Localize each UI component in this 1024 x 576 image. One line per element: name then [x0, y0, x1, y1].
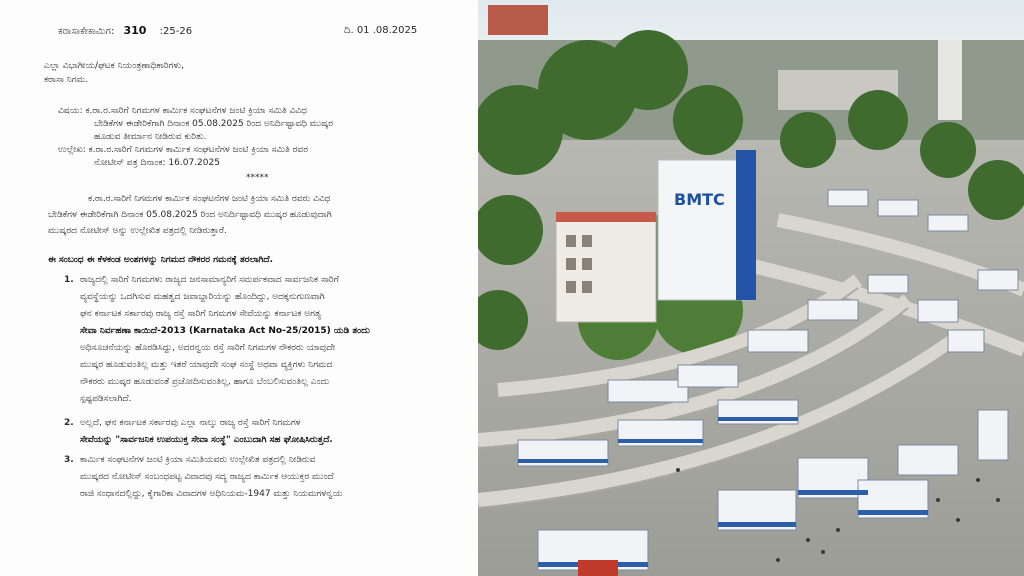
- point-line: ಸ್ಪಷ್ಟಪಡಿಸಲಾಗಿದೆ.: [80, 394, 132, 404]
- point-line: ಮುಷ್ಕರದ ನೋಟೀಸ್ ಸಂಬಂಧಪಟ್ಟ ವಿವಾದವು ಸದ್ಯ ರಾಜ್ಯದ ಕಾರ್ಮಿಕ ಆಯುಕ್ತರ ಮುಂದೆ: [80, 472, 334, 482]
- separator: *****: [246, 173, 269, 183]
- reference-prefix: ಕರಾಸಾಕೇಕಾಮಿಗ:: [58, 26, 115, 37]
- point-line: ಅಧಿಸೂಚನೆಯನ್ನು ಹೊರಡಿಸಿದ್ದು, ಅದರನ್ವಯ ರಸ್ತೆ ಸಾರಿಗೆ ನಿಗಮಗಳ ನೌಕರರು ಯಾವುದೇ: [80, 343, 336, 353]
- government-circular: [0, 0, 478, 576]
- intro-line: ಕ.ರಾ.ರ.ಸಾರಿಗೆ ನಿಗಮಗಳ ಕಾರ್ಮಿಕ ಸಂಘಟನೆಗಳ ಜಂಟಿ ಕ್ರಿಯಾ ಸಮಿತಿ ರವರು ವಿವಿಧ: [88, 194, 331, 204]
- reference-year: :25-26: [159, 26, 193, 37]
- point-line: ಮುಷ್ಕರ ಹೂಡುವಂತಿಲ್ಲ ಮತ್ತು ಇತರೆ ಯಾವುದೇ ಸಂಘ ಸಂಸ್ಥೆ ಅಥವಾ ವ್ಯಕ್ತಿಗಳು ನಿಗಮದ: [80, 360, 333, 370]
- intro-line: ಮುಷ್ಕರದ ನೋಟೀಸ್ ಅನ್ನು ಉಲ್ಲೇಖಿತ ಪತ್ರದಲ್ಲಿ ನೀಡಿರುತ್ತಾರೆ.: [48, 226, 227, 236]
- point-line: ನೌಕರರು ಮುಷ್ಕರ ಹೂಡುವಂತೆ ಪ್ರಚೋದಿಸುವಂತಿಲ್ಲ, ಹಾಗೂ ಬೆಂಬಲಿಸುವಂತಿಲ್ಲ ಎಂದು: [80, 377, 330, 387]
- reference-line: ಉಲ್ಲೇಖ: ಕ.ರಾ.ರ.ಸಾರಿಗೆ ನಿಗಮಗಳ ಕಾರ್ಮಿಕ ಸಂಘಟನೆಗಳ ಜಂಟಿ ಕ್ರಿಯಾ ಸಮಿತಿ ರವರ: [58, 145, 308, 155]
- building-sign: BMTC: [674, 190, 725, 209]
- intro-line: ಬೇಡಿಕೆಗಳ ಈಡೇರಿಕೆಗಾಗಿ ದಿನಾಂಕ 05.08.2025 ರಿಂದ ಅನಿರ್ದಿಷ್ಟಾವಧಿ ಮುಷ್ಕರ ಹೂಡುವುದಾಗಿ: [48, 210, 332, 220]
- point-number: 1.: [64, 275, 74, 285]
- point-line: ವ್ಯವಸ್ಥೆಯನ್ನು ಒದಗಿಸುವ ಮಹತ್ವದ ಜವಾಬ್ದಾರಿಯನ್ನು ಹೊಂದಿದ್ದು, ಅದಕ್ಕನುಗುಣವಾಗಿ: [80, 292, 325, 302]
- point-line: ಸೇವೆಯನ್ನು "ಸಾರ್ವಜನಿಕ ಉಪಯುಕ್ತ ಸೇವಾ ಸಂಸ್ಥೆ" ಎಂಬುದಾಗಿ ಸಹ ಘೋಷಿಸಿರುತ್ತದೆ.: [80, 435, 333, 445]
- subject-line: ಬೇಡಿಕೆಗಳ ಈಡೇರಿಕೆಗಾಗಿ ದಿನಾಂಕ 05.08.2025 ರಿಂದ ಅನಿರ್ದಿಷ್ಟಾವಧಿ ಮುಷ್ಕರ: [94, 119, 333, 129]
- point-line: ರಾಜ್ಯದಲ್ಲಿ ಸಾರಿಗೆ ನಿಗಮಗಳು ರಾಜ್ಯದ ಜನಸಾಮಾನ್ಯರಿಗೆ ಸಮರ್ಪಕವಾದ ಸಾರ್ವಜನಿಕ ಸಾರಿಗೆ: [80, 275, 339, 285]
- point-line: ಘನ ಕರ್ನಾಟಕ ಸರ್ಕಾರವು ರಾಜ್ಯ ರಸ್ತೆ ಸಾರಿಗೆ ನಿಗಮಗಳ ಸೇವೆಯನ್ನು ಕರ್ನಾಟಕ ಅಗತ್ಯ: [80, 309, 322, 319]
- reference-number-value: 310: [123, 24, 147, 37]
- subject-line: ಹೂಡುವ ತೀರ್ಮಾನ ನೀಡಿರುವ ಕುರಿತು.: [94, 132, 207, 142]
- point-line: ಕಾರ್ಮಿಕ ಸಂಘಟನೆಗಳ ಜಂಟಿ ಕ್ರಿಯಾ ಸಮಿತಿಯವರು ಉಲ್ಲೇಖಿತ ಪತ್ರದಲ್ಲಿ ನೀಡಿರುವ: [80, 455, 316, 465]
- subject-line: ವಿಷಯ: ಕ.ರಾ.ರ.ಸಾರಿಗೆ ನಿಗಮಗಳ ಕಾರ್ಮಿಕ ಸಂಘಟನೆಗಳ ಜಂಟಿ ಕ್ರಿಯಾ ಸಮಿತಿ ವಿವಿಧ: [58, 106, 307, 116]
- point-line: ಸೇವಾ ನಿರ್ವಹಣಾ ಕಾಯಿದೆ-2013 (Karnataka Act No-25/2015) ಯಡಿ ತಂದು: [80, 326, 370, 336]
- notice-heading: ಈ ಸಂಬಂಧ ಈ ಕೆಳಕಂಡ ಅಂಶಗಳನ್ನು ನಿಗಮದ ನೌಕರರ ಗಮನಕ್ಕೆ ತರಲಾಗಿದೆ.: [48, 255, 274, 265]
- reference-number: [58, 25, 192, 38]
- point-line: ರಾಜಿ ಸಂಧಾನದಲ್ಲಿದ್ದು, ಕೈಗಾರಿಕಾ ವಿವಾದಗಳ ಅಧಿನಿಯಮ-1947 ಮತ್ತು ನಿಯಮಗಳನ್ವಯ: [80, 489, 343, 499]
- letter-date: ದಿ. 01 .08.2025: [344, 25, 418, 36]
- addressee-line: ಕರಾಸಾ ನಿಗಮ.: [44, 75, 89, 85]
- point-line: ಅಲ್ಲದೆ, ಘನ ಕರ್ನಾಟಕ ಸರ್ಕಾರವು ಎಲ್ಲಾ ನಾಲ್ಕು ರಾಜ್ಯ ರಸ್ತೆ ಸಾರಿಗೆ ನಿಗಮಗಳ: [80, 418, 301, 428]
- point-number: 3.: [64, 455, 74, 465]
- addressee-line: ಎಲ್ಲಾ ವಿಭಾಗೀಯ/ಘಟಕ ನಿಯಂತ್ರಣಾಧಿಕಾರಿಗಳು,: [44, 61, 185, 71]
- reference-line: ನೋಟೀಸ್ ಪತ್ರ ದಿನಾಂಕ: 16.07.2025: [94, 158, 220, 168]
- point-number: 2.: [64, 418, 74, 428]
- bus-station-aerial-photo: [478, 0, 1024, 576]
